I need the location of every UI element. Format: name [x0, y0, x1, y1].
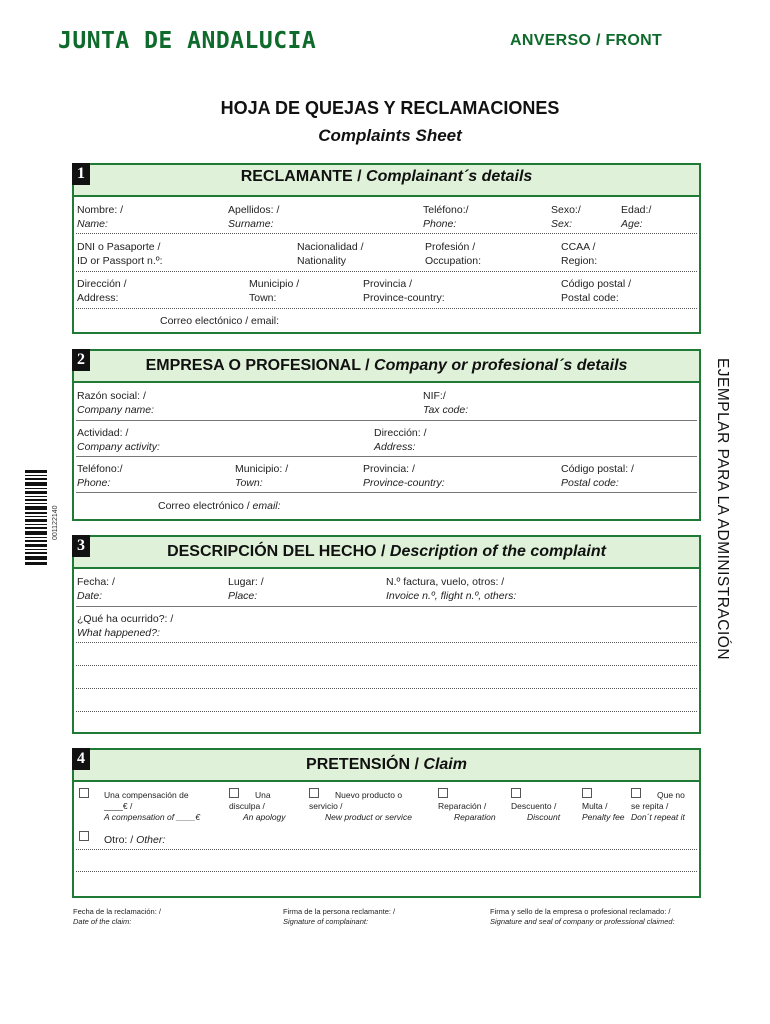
option-discount-label: Descuento / Discount: [511, 801, 561, 822]
option-compensation-label: Una compensación de ____€ / A compensation of ____€: [104, 790, 201, 822]
writing-line[interactable]: [76, 849, 697, 850]
field-company-name[interactable]: Razón social: / Company name:: [77, 390, 155, 416]
field-nationality[interactable]: Nacionalidad / Nationality: [297, 241, 364, 267]
field-company-town[interactable]: Municipio: / Town:: [235, 463, 289, 489]
field-phone[interactable]: Teléfono:/ Phone:: [423, 204, 469, 230]
section-number: 1: [72, 163, 90, 185]
option-other-label: Otro: / Other:: [104, 834, 166, 846]
section-header: [74, 750, 699, 782]
field-name[interactable]: Nombre: / Name:: [77, 204, 124, 230]
section-claim: [72, 748, 701, 898]
option-new-product-label: Nuevo producto o servicio / New product or service: [309, 790, 412, 822]
section-header: [74, 165, 699, 197]
option-apology-label: Una disculpa / An apology: [229, 790, 286, 822]
barcode: [25, 470, 47, 565]
section-company: [72, 349, 701, 521]
option-penalty-fee-label: Multa / Penalty fee: [582, 801, 625, 822]
section-title: DESCRIPCIÓN DEL HECHO / Description of the complaint: [167, 543, 606, 560]
checkbox-compensation[interactable]: [79, 788, 89, 798]
field-age[interactable]: Edad:/ Age:: [621, 204, 652, 230]
field-what-happened[interactable]: ¿Qué ha ocurrido?: / What happened?:: [77, 613, 174, 639]
field-occupation[interactable]: Profesión / Occupation:: [425, 241, 482, 267]
writing-line[interactable]: [76, 665, 697, 666]
writing-line[interactable]: [76, 711, 697, 712]
field-company-email[interactable]: Correo electrónico / email:: [158, 500, 281, 512]
footer-company-signature[interactable]: Firma y sello de la empresa o profesional reclamado: / Signature and seal of company or professional claimed:: [490, 907, 675, 926]
field-company-province[interactable]: Provincia: / Province-country:: [363, 463, 445, 489]
field-tax-code[interactable]: NIF:/ Tax code:: [423, 390, 469, 416]
field-email[interactable]: Correo electónico / email:: [160, 315, 280, 327]
divider: [76, 233, 697, 234]
section-number: 3: [72, 535, 90, 557]
footer-date-of-claim[interactable]: Fecha de la reclamación: / Date of the claim:: [73, 907, 161, 926]
field-date[interactable]: Fecha: / Date:: [77, 576, 115, 602]
field-invoice[interactable]: N.º factura, vuelo, otros: / Invoice n.º, flight n.º, others:: [386, 576, 517, 602]
checkbox-reparation[interactable]: [438, 788, 448, 798]
writing-line[interactable]: [76, 688, 697, 689]
option-dont-repeat-label: Que no se repita / Don´t repeat it: [631, 790, 685, 822]
field-company-postal-code[interactable]: Código postal: / Postal code:: [561, 463, 634, 489]
field-region[interactable]: CCAA / Region:: [561, 241, 598, 267]
footer-complainant-signature[interactable]: Firma de la persona reclamante: / Signature of complainant:: [283, 907, 396, 926]
side-label: ANVERSO / FRONT: [510, 32, 663, 49]
writing-line[interactable]: [76, 642, 697, 643]
field-postal-code[interactable]: Código postal / Postal code:: [561, 278, 632, 304]
barcode-number: 001122140: [52, 505, 59, 540]
field-address[interactable]: Dirección / Address:: [77, 278, 127, 304]
field-id[interactable]: DNI o Pasaporte / ID or Passport n.º:: [77, 241, 163, 267]
field-company-activity[interactable]: Actividad: / Company activity:: [77, 427, 160, 453]
section-complainant: [72, 163, 701, 334]
section-number: 2: [72, 349, 90, 371]
page-title: HOJA DE QUEJAS Y RECLAMACIONES: [220, 98, 560, 118]
divider: [76, 308, 697, 309]
divider: [76, 456, 697, 457]
checkbox-other[interactable]: [79, 831, 89, 841]
field-place[interactable]: Lugar: / Place:: [228, 576, 264, 602]
divider: [76, 606, 697, 607]
section-number: 4: [72, 748, 90, 770]
divider: [76, 420, 697, 421]
vertical-copy-label: EJEMPLAR PARA LA ADMINISTRACIÓN: [714, 357, 731, 661]
section-title: EMPRESA O PROFESIONAL / Company or profesional´s details: [145, 357, 628, 374]
writing-line[interactable]: [76, 871, 697, 872]
divider: [76, 271, 697, 272]
field-town[interactable]: Municipio / Town:: [249, 278, 300, 304]
section-title: PRETENSIÓN / Claim: [306, 756, 467, 773]
field-sex[interactable]: Sexo:/ Sex:: [551, 204, 581, 230]
option-reparation-label: Reparación / Reparation: [438, 801, 496, 822]
divider: [76, 492, 697, 493]
field-company-phone[interactable]: Teléfono:/ Phone:: [77, 463, 123, 489]
field-company-address[interactable]: Dirección: / Address:: [374, 427, 427, 453]
section-description: [72, 535, 701, 734]
page-subtitle: Complaints Sheet: [318, 126, 462, 145]
section-title: RECLAMANTE / Complainant´s details: [240, 168, 533, 185]
logo: JUNTA DE ANDALUCIA: [58, 28, 317, 54]
checkbox-discount[interactable]: [511, 788, 521, 798]
field-surname[interactable]: Apellidos: / Surname:: [228, 204, 280, 230]
section-header: [74, 537, 699, 569]
checkbox-penalty-fee[interactable]: [582, 788, 592, 798]
section-header: [74, 351, 699, 383]
field-province[interactable]: Provincia / Province-country:: [363, 278, 445, 304]
